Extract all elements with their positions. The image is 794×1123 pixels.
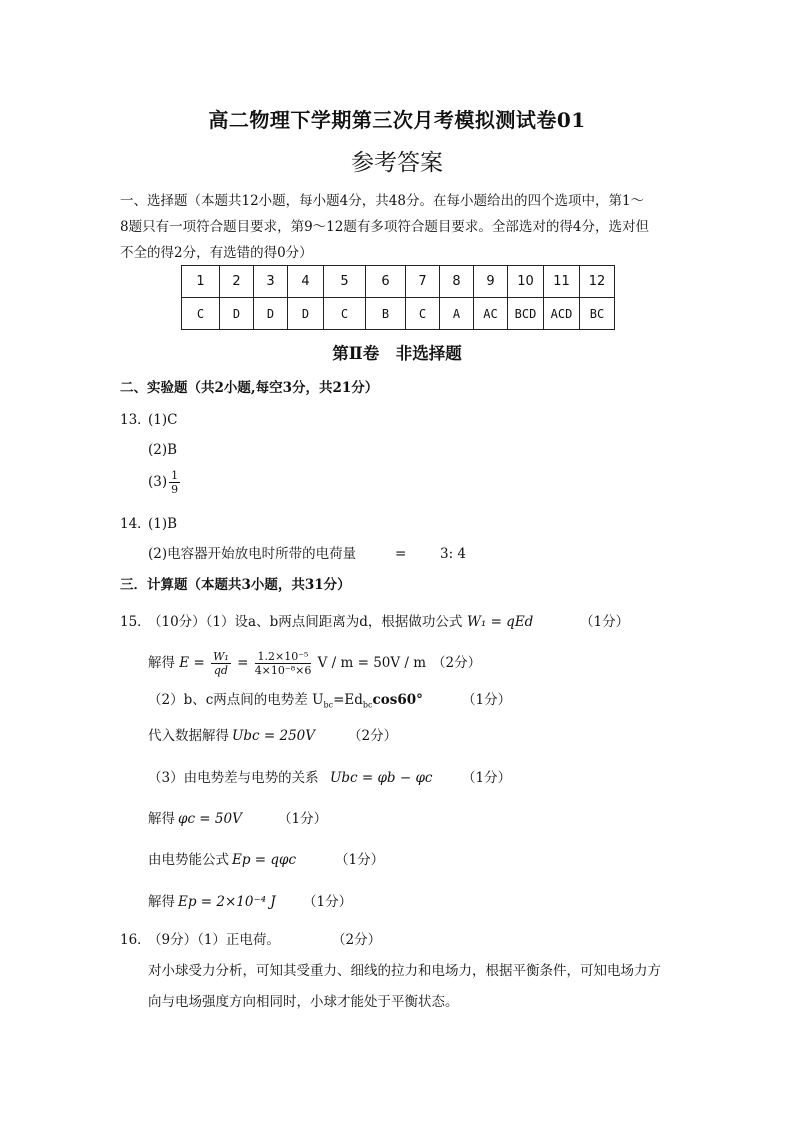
q14-ratio: 3: 4 [440, 546, 467, 562]
q15-line6-text: 解得 [148, 811, 175, 827]
q15-line7-text: 由电势能公式 [148, 852, 229, 868]
section1-line1: 一、选择题（本题共12小题，每小题4分，共48分。在每小题给出的四个选项中，第1～ [120, 193, 645, 209]
answer-table [181, 265, 615, 330]
section2-title: 二、实验题（共2小题,每空3分，共21分） [120, 380, 379, 396]
q15-line5-text: （3）由电势差与电势的关系 [148, 770, 319, 786]
q14-number: 14． [120, 516, 151, 532]
table-cell-number: 10 [508, 266, 544, 298]
table-cell-number: 8 [440, 266, 474, 298]
fraction-denominator: qd [213, 664, 228, 677]
table-cell-answer: D [288, 298, 324, 330]
table-cell-number: 2 [220, 266, 254, 298]
q16-line1-text: （9分）（1）正电荷。 [148, 932, 280, 948]
q15-line3-text: （2）b、c两点间的电势差 U [148, 692, 324, 708]
table-cell-answer: A [440, 298, 474, 330]
answer-table-number-row [182, 266, 615, 298]
q15-line3-end: cos60° [372, 692, 423, 708]
table-cell-number: 1 [182, 266, 220, 298]
q13-number: 13． [120, 412, 151, 428]
q15-line4-score: （2分） [348, 728, 398, 744]
document-title: 高二物理下学期第三次月考模拟测试卷01 [208, 108, 586, 132]
q15-line3-sub2: bc [362, 700, 373, 710]
section3-title: 三．计算题（本题共3小题，共31分） [120, 577, 351, 593]
q15-line6-formula: φc = 50V [178, 811, 242, 827]
table-cell-number: 12 [580, 266, 615, 298]
table-cell-answer: D [220, 298, 254, 330]
q15-line8-score: （1分） [303, 894, 353, 910]
q15-line3-sub: bc [323, 700, 334, 710]
table-cell-answer: C [324, 298, 366, 330]
answer-table-answer-row [182, 298, 615, 330]
table-cell-number: 7 [406, 266, 440, 298]
table-cell-answer: AC [474, 298, 508, 330]
fraction-numerator: 1 [171, 469, 179, 482]
table-cell-answer: C [182, 298, 220, 330]
table-cell-number: 6 [366, 266, 406, 298]
fraction [169, 469, 180, 496]
section1-line2: 8题只有一项符合题目要求，第9～12题有多项符合题目要求。全部选对的得4分，选对但 [120, 219, 649, 235]
q15-line4-text: 代入数据解得 [148, 728, 229, 744]
q15-line3-eq: =Ed [333, 692, 363, 708]
q15-line2-prefix: 解得 [148, 655, 175, 671]
table-cell-answer: C [406, 298, 440, 330]
q15-line3-score: （1分） [462, 692, 512, 708]
table-cell-answer: D [254, 298, 288, 330]
q15-line7-formula: Ep = qφc [232, 852, 297, 868]
q15-line3 [148, 687, 423, 719]
q15-line2-lhs: E = [179, 655, 205, 671]
fraction-numerator: W₁ [213, 650, 229, 663]
q13-answer-3 [148, 469, 182, 496]
q15-line7-score: （1分） [335, 852, 385, 868]
q15-line6-score: （1分） [278, 811, 328, 827]
q15-line2-score: （2分） [432, 655, 482, 671]
q15-line4-formula: Ubc = 250V [232, 728, 315, 744]
q15-line1-formula: W₁ = qEd [467, 614, 534, 630]
q16-line3: 向与电场强度方向相同时，小球才能处于平衡状态。 [148, 994, 459, 1010]
table-cell-number: 9 [474, 266, 508, 298]
fraction-denominator: 4×10⁻⁸×6 [254, 664, 312, 677]
q15-line5-score: （1分） [462, 770, 512, 786]
q15-line2: 解得 E = $\frac{\text{W₁}}{qd}$ = $\frac{\text{1.2×10⁻⁵}}{\text{4×10⁻⁸×6}}$ V / m = 50V / m [148, 650, 427, 677]
q14-answer-2: (2)电容器开始放电时所带的电荷量 [148, 546, 357, 562]
table-cell-number: 3 [254, 266, 288, 298]
q15-line2-rest: V / m = 50V / m [317, 655, 427, 671]
q13-answer-3-prefix: (3) [148, 474, 168, 490]
q14-equals: = [395, 546, 407, 562]
part2-title: 第Ⅱ卷 非选择题 [332, 344, 462, 363]
q15-line1-text: （10分）（1）设a、b两点间距离为d，根据做功公式 [148, 614, 463, 630]
q16-number: 16． [120, 932, 151, 948]
fraction [211, 650, 231, 677]
q14-answer-1: (1)B [148, 516, 178, 532]
section1-line3: 不全的得2分，有选错的得0分） [120, 245, 313, 261]
table-cell-number: 5 [324, 266, 366, 298]
q13-answer-2: (2)B [148, 442, 178, 458]
table-cell-answer: ACD [544, 298, 580, 330]
table-cell-answer: BCD [508, 298, 544, 330]
q15-line5-formula: Ubc = φb − φc [330, 770, 433, 786]
q16-line2: 对小球受力分析，可知其受重力、细线的拉力和电场力，根据平衡条件，可知电场力方 [148, 963, 661, 979]
fraction-numerator: 1.2×10⁻⁵ [255, 650, 312, 664]
table-cell-answer: BC [580, 298, 615, 330]
table-cell-number: 4 [288, 266, 324, 298]
q15-line8-formula: Ep = 2×10⁻⁴ J [178, 894, 276, 910]
q15-line1-score: （1分） [580, 614, 630, 630]
q16-line1-score: （2分） [332, 932, 382, 948]
q15-line8-text: 解得 [148, 894, 175, 910]
fraction-denominator: 9 [171, 483, 179, 496]
fraction [255, 650, 312, 677]
table-cell-answer: B [366, 298, 406, 330]
q13-answer-1: (1)C [148, 412, 178, 428]
answer-key-heading: 参考答案 [351, 150, 443, 176]
table-cell-number: 11 [544, 266, 580, 298]
q15-number: 15． [120, 614, 151, 630]
